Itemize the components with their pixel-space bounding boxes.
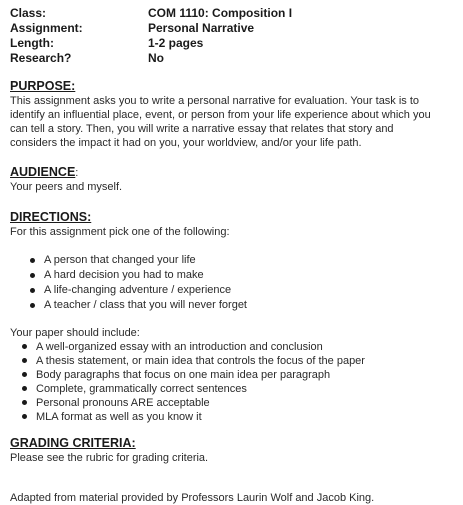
list-item-text: A teacher / class that you will never forget (44, 299, 247, 311)
bullet-icon (22, 372, 27, 377)
bullet-icon (22, 344, 27, 349)
meta-row-research (10, 51, 458, 66)
audience-colon: : (75, 167, 79, 179)
purpose-line: This assignment asks you to write a personal narrative for evaluation. Your task is to (10, 95, 420, 107)
list-item (10, 396, 458, 410)
purpose-text (10, 94, 458, 150)
meta-value: 1-2 pages (148, 36, 204, 50)
bullet-icon (30, 303, 35, 308)
list-item-text: A person that changed your life (44, 254, 196, 266)
list-item-text: MLA format as well as you know it (36, 411, 202, 423)
meta-value: COM 1110: Composition I (148, 6, 293, 20)
bullet-icon (22, 400, 27, 405)
audience-text: Your peers and myself. (10, 181, 123, 193)
audience-heading: AUDIENCE (10, 165, 76, 179)
list-item-text: A thesis statement, or main idea that controls the focus of the paper (36, 355, 365, 367)
audience-section (10, 164, 458, 194)
list-item-text: Complete, grammatically correct sentences (36, 383, 247, 395)
list-item (10, 382, 458, 396)
purpose-heading: PURPOSE: (10, 79, 76, 93)
list-item (10, 368, 458, 382)
grading-heading: GRADING CRITERIA: (10, 436, 136, 450)
list-item (10, 268, 458, 283)
assignment-document (10, 6, 458, 505)
meta-value: No (148, 51, 164, 65)
meta-label: Research? (10, 51, 72, 65)
directions-intro: For this assignment pick one of the following: (10, 226, 230, 238)
directions-section (10, 210, 458, 424)
list-item-text: Personal pronouns ARE acceptable (36, 397, 210, 409)
list-item (10, 283, 458, 298)
meta-label: Length: (10, 36, 54, 50)
attribution-note: Adapted from material provided by Professors Laurin Wolf and Jacob King. (10, 492, 375, 504)
audience-heading-row (10, 164, 458, 180)
bullet-icon (30, 258, 35, 263)
purpose-line: can tell a story. Then, you will write a narrative essay that relates that story and (10, 123, 394, 135)
list-item (10, 298, 458, 313)
bullet-icon (22, 358, 27, 363)
bullet-icon (22, 386, 27, 391)
bullet-icon (30, 273, 35, 278)
meta-value: Personal Narrative (148, 21, 255, 35)
bullet-icon (22, 414, 27, 419)
meta-row-assignment (10, 21, 458, 36)
meta-row-length (10, 36, 458, 51)
list-item-text: A life-changing adventure / experience (44, 284, 232, 296)
meta-label: Assignment: (10, 21, 83, 35)
meta-block (10, 6, 458, 66)
list-item (10, 253, 458, 268)
list-item (10, 410, 458, 424)
purpose-section (10, 79, 458, 150)
list-item-text: Body paragraphs that focus on one main idea per paragraph (36, 369, 331, 381)
list-item (10, 340, 458, 354)
meta-label: Class: (10, 6, 47, 20)
list-item-text: A well-organized essay with an introduction and conclusion (36, 341, 323, 353)
requirements-list (10, 340, 458, 424)
bullet-icon (30, 288, 35, 293)
meta-row-class (10, 6, 458, 21)
purpose-line: identify an influential place, event, or person from your life experience about which you (10, 109, 431, 121)
list-item (10, 354, 458, 368)
grading-text: Please see the rubric for grading criteria. (10, 452, 209, 464)
topic-options-list (10, 253, 458, 313)
include-intro: Your paper should include: (10, 327, 140, 339)
purpose-line: considers the impact it had on you, your worldview, and/or your life path. (10, 137, 362, 149)
list-item-text: A hard decision you had to make (44, 269, 204, 281)
directions-heading: DIRECTIONS: (10, 210, 92, 224)
grading-section (10, 436, 458, 465)
